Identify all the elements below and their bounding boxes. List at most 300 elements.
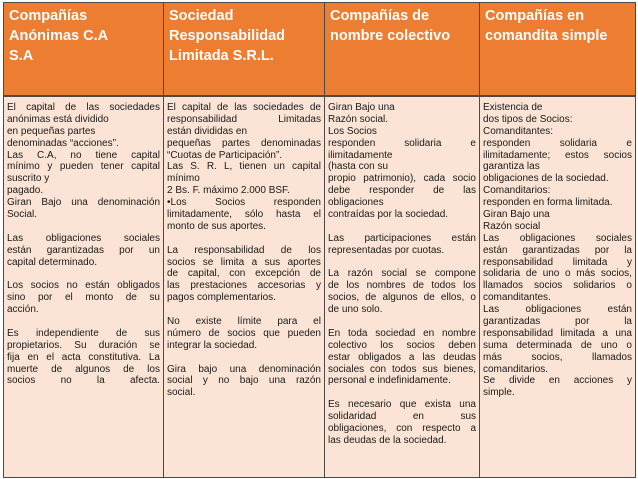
text-line: [483, 268, 632, 280]
word: las: [422, 351, 436, 363]
text-line: [328, 292, 476, 304]
word: el: [46, 351, 55, 363]
text-line: 2 Bs. F. máximo 2.000 BSF.: [167, 185, 290, 197]
paragraph-gap: [328, 257, 476, 269]
word: de: [65, 102, 77, 113]
word: •Los: [167, 197, 187, 209]
word: de: [328, 280, 340, 292]
word: existe: [195, 316, 222, 328]
text-line: [167, 280, 321, 292]
word: capital,: [187, 268, 220, 280]
paragraph-gap: [167, 304, 321, 316]
word: responden: [273, 197, 321, 209]
word: las: [167, 280, 180, 292]
word: socios: [227, 327, 256, 339]
word: deben: [448, 339, 476, 351]
word: todos: [391, 363, 417, 375]
word: socios,: [328, 292, 360, 304]
text-line: [328, 328, 476, 340]
word: C.A,: [37, 149, 57, 161]
text-line: mínimo: [167, 173, 200, 185]
word: de: [280, 244, 292, 256]
word: con: [396, 423, 413, 435]
text-line: [328, 233, 476, 245]
word: limitada: [572, 256, 608, 268]
word: Es: [7, 327, 19, 339]
word: Socios: [215, 197, 246, 209]
word: independiente: [35, 327, 99, 339]
word: obligados: [117, 280, 160, 292]
word: todos: [431, 280, 456, 292]
word: en: [548, 375, 560, 387]
paragraph-gap: [7, 268, 160, 280]
word: sus: [144, 327, 160, 339]
text-line: [7, 102, 160, 114]
word: las: [234, 102, 248, 113]
word: con: [229, 268, 246, 280]
text-line: responden en forma limitada.: [483, 197, 613, 209]
word: aportes: [287, 256, 321, 268]
word: limita: [220, 256, 245, 268]
word: La: [328, 268, 340, 280]
word: ilimitadamente;: [483, 149, 551, 161]
word: garantizadas: [46, 244, 104, 256]
text-line: Comanditantes:: [483, 125, 554, 137]
word: sus: [422, 363, 438, 375]
word: o: [565, 268, 571, 280]
word: La: [167, 244, 179, 256]
word: sociales: [328, 363, 365, 375]
word: bajo: [198, 363, 218, 375]
text-line: dos tipos de Socios:: [483, 113, 573, 125]
text-line: [328, 364, 476, 376]
word: responsabilidad: [483, 256, 554, 268]
word: estar: [328, 351, 351, 363]
word: están: [483, 244, 508, 256]
text-line: [328, 423, 476, 435]
text-line: monto de sus aportes.: [167, 220, 266, 232]
word: acciones: [573, 375, 614, 387]
text-line: comanditarios.: [483, 363, 549, 375]
word: social: [381, 268, 407, 280]
text-line: denominadas “acciones”.: [7, 137, 119, 149]
text-line: [167, 102, 321, 114]
word: límite: [237, 316, 262, 328]
word: se: [415, 268, 427, 280]
text-line: representadas por cuotas.: [328, 244, 445, 256]
word: mínimo: [7, 161, 40, 173]
word: en: [412, 411, 424, 423]
text-line: acción.: [7, 304, 39, 316]
text-line: anónimas está dividido: [7, 113, 109, 125]
word: de: [412, 280, 424, 292]
word: Es: [328, 399, 340, 411]
word: sino: [7, 292, 26, 304]
word: sociedad: [375, 327, 416, 339]
word: No: [167, 316, 180, 328]
word: socios: [30, 280, 59, 292]
header-title-line: Anónimas C.A: [9, 28, 109, 44]
text-line: [328, 185, 476, 197]
word: socio: [452, 173, 476, 185]
text-line: [7, 375, 160, 387]
word: partes: [222, 137, 250, 149]
word: e: [626, 137, 632, 149]
word: el: [313, 316, 321, 328]
word: cada: [423, 173, 446, 185]
word: La: [148, 351, 160, 363]
paragraph-gap: [7, 316, 160, 328]
word: Limitadas: [278, 113, 321, 125]
word: más: [576, 268, 596, 280]
word: de: [309, 268, 321, 280]
text-line: Social.: [7, 209, 38, 221]
text-line: [483, 245, 632, 257]
word: accesorias: [257, 280, 306, 292]
text-line: obligaciones: [328, 197, 384, 209]
word: uno: [600, 339, 618, 351]
word: limitadamente,: [167, 209, 233, 221]
word: socios: [406, 339, 435, 351]
body-cell-sa: [4, 96, 164, 478]
header-cell-srl: [164, 3, 325, 97]
word: nombre: [442, 327, 476, 339]
text-line: [328, 340, 476, 352]
word: de: [433, 185, 445, 197]
word: de: [51, 363, 63, 375]
word: monto: [85, 292, 114, 304]
word: prestaciones: [190, 280, 248, 292]
text-line: simple.: [483, 387, 515, 399]
word: compone: [434, 268, 476, 280]
paragraph-gap: [167, 233, 321, 245]
text-line: [483, 304, 632, 316]
header-title-line: Limitada S.R.L.: [169, 48, 274, 64]
word: exista: [424, 399, 451, 411]
comparison-table: [3, 2, 636, 478]
word: nombres: [366, 280, 406, 292]
text-line: [7, 340, 160, 352]
word: están: [607, 304, 632, 316]
text-line: [483, 316, 632, 328]
text-line: [167, 328, 321, 340]
word: L,: [223, 161, 233, 173]
word: no: [70, 149, 82, 161]
word: muerte: [7, 363, 39, 375]
text-line: [167, 364, 321, 376]
text-line: [328, 411, 476, 423]
word: por: [37, 292, 53, 304]
word: tiene: [95, 149, 118, 161]
word: la: [624, 316, 632, 328]
word: solidaria: [483, 268, 521, 280]
word: tienen: [239, 161, 267, 173]
word: de: [365, 292, 377, 304]
word: razón: [295, 375, 321, 387]
word: o: [470, 292, 476, 304]
text-line: [167, 257, 321, 269]
word: los: [380, 339, 394, 351]
word: solidaria: [404, 137, 442, 149]
body-cell-comandita: [480, 96, 636, 478]
word: afecta.: [129, 375, 160, 387]
word: S.: [190, 161, 200, 173]
paragraph-gap: [328, 316, 476, 328]
word: Se: [483, 375, 496, 387]
text-line: [328, 268, 476, 280]
word: pueden: [287, 327, 321, 339]
word: sociedades: [109, 102, 160, 113]
word: de: [217, 102, 229, 113]
header-title-line: S.A: [9, 48, 34, 64]
text-line: [167, 138, 321, 150]
word: suma: [483, 339, 508, 351]
text-line: pagos complementarios.: [167, 292, 276, 304]
body-cell-colectivo: [325, 96, 480, 478]
word: duración: [98, 339, 138, 351]
word: capital: [182, 102, 211, 113]
text-line: [7, 364, 160, 376]
text-line: Comanditarios:: [483, 185, 551, 197]
word: los: [346, 280, 360, 292]
word: obligados: [358, 351, 401, 363]
word: o: [626, 339, 632, 351]
text-line: Razón social.: [328, 113, 389, 125]
text-line: pagado.: [7, 185, 44, 197]
text-line: las deudas de la sociedad.: [328, 434, 447, 446]
word: en: [27, 351, 39, 363]
word: En: [328, 327, 341, 339]
text-line: [483, 233, 632, 245]
word: propietarios.: [7, 339, 63, 351]
text-line: [483, 138, 632, 150]
word: bajo: [239, 375, 259, 387]
text-line: Razón social: [483, 220, 541, 232]
word: denominadas: [260, 137, 321, 149]
word: respecto: [422, 423, 461, 435]
word: de: [208, 327, 220, 339]
word: responsabilidad: [167, 113, 238, 125]
word: Las: [328, 232, 345, 244]
text-line: [167, 268, 321, 280]
word: El: [7, 102, 16, 113]
text-line: contraídas por la sociedad.: [328, 209, 449, 221]
word: la: [624, 244, 632, 256]
word: social: [167, 375, 193, 387]
word: su: [149, 292, 160, 304]
word: Las: [167, 161, 184, 173]
word: necesario: [348, 399, 392, 411]
word: obligaciones: [45, 232, 102, 244]
word: Giran: [7, 197, 32, 209]
text-line: [7, 161, 160, 173]
text-line: Existencia de: [483, 102, 543, 113]
word: no: [218, 375, 230, 387]
word: responden: [328, 137, 376, 149]
text-line: [328, 173, 476, 185]
text-line: [7, 233, 160, 245]
text-line: [167, 161, 321, 173]
word: Los: [7, 280, 24, 292]
word: en: [423, 327, 435, 339]
word: Las: [7, 232, 24, 244]
text-line: [483, 280, 632, 292]
text-line: Giran Bajo una: [328, 102, 395, 113]
text-line: de uno solo.: [328, 304, 383, 316]
word: propio: [328, 173, 356, 185]
body-row: [4, 96, 636, 478]
text-line: suscrito y: [7, 173, 50, 185]
text-line: [167, 197, 321, 209]
word: Su: [74, 339, 87, 351]
word: e: [470, 137, 476, 149]
text-line: [483, 352, 632, 364]
word: algunos: [75, 363, 111, 375]
header-title-line: Compañías de: [330, 8, 430, 24]
word: una: [459, 399, 476, 411]
word: tener: [100, 161, 124, 173]
word: no: [60, 375, 72, 387]
word: la: [96, 375, 105, 387]
word: sociales: [123, 232, 160, 244]
text-line: personal e indefinidamente.: [328, 375, 451, 387]
word: colectivo: [328, 339, 367, 351]
text-line: Giran Bajo una: [483, 209, 550, 221]
word: están: [451, 232, 476, 244]
word: llamados: [483, 280, 524, 292]
word: constitutiva.: [88, 351, 142, 363]
header-cell-comandita: [480, 3, 636, 97]
word: garantizadas: [483, 316, 541, 328]
word: fija: [7, 351, 20, 363]
word: deudas: [443, 351, 476, 363]
word: a: [470, 423, 476, 435]
word: Las: [483, 232, 500, 244]
word: y: [626, 375, 632, 387]
word: denominación: [97, 197, 160, 209]
text-line: [7, 245, 160, 257]
word: participaciones: [364, 232, 432, 244]
word: una: [229, 363, 247, 375]
word: de: [309, 102, 321, 113]
paragraph-gap: [328, 387, 476, 399]
word: o: [626, 280, 632, 292]
word: socios: [533, 280, 563, 292]
header-title-line: Sociedad: [169, 8, 234, 24]
word: determinada: [516, 339, 572, 351]
paragraph-gap: [167, 352, 321, 364]
word: socios,: [600, 268, 632, 280]
word: se: [202, 256, 214, 268]
word: capital: [131, 161, 160, 173]
word: socios: [167, 256, 196, 268]
text-line: [7, 328, 160, 340]
text-line: [167, 316, 321, 328]
word: El: [167, 102, 176, 113]
word: por: [575, 316, 590, 328]
text-line: [328, 399, 476, 411]
word: por: [594, 244, 610, 256]
word: algunos: [382, 292, 418, 304]
word: pequeñas: [167, 137, 211, 149]
text-line: comanditantes.: [483, 292, 551, 304]
word: acta: [61, 351, 81, 363]
word: patrimonio),: [363, 173, 417, 185]
text-line: están divididas en: [167, 125, 248, 137]
word: toda: [348, 327, 368, 339]
word: responder: [369, 185, 415, 197]
word: sociedades: [253, 102, 304, 113]
text-line: [7, 352, 160, 364]
word: responsabilidad: [194, 244, 265, 256]
word: pueden: [59, 161, 94, 173]
body-cell-srl: [164, 96, 325, 478]
word: Las: [7, 149, 24, 161]
word: los: [463, 280, 476, 292]
text-line: [7, 280, 160, 292]
word: número: [167, 327, 201, 339]
text-line: ilimitadamente: [328, 149, 393, 161]
word: ellos,: [440, 292, 465, 304]
word: debe: [328, 185, 351, 197]
word: socios: [603, 149, 632, 161]
header-cell-sa: [4, 3, 164, 97]
header-title-line: comandita simple: [485, 28, 608, 44]
word: los: [147, 363, 160, 375]
word: con: [370, 363, 387, 375]
word: solidaria: [559, 137, 597, 149]
word: Bajo: [41, 197, 62, 209]
word: solidaridad: [328, 411, 377, 423]
text-line: [483, 328, 632, 340]
text-line: integrar la sociedad.: [167, 339, 258, 351]
text-line: [328, 352, 476, 364]
text-line: [328, 138, 476, 150]
word: limitada: [560, 327, 595, 339]
word: de: [125, 292, 137, 304]
text-line: [483, 150, 632, 162]
word: una: [268, 375, 286, 387]
word: excepción: [255, 268, 301, 280]
header-row: [4, 3, 636, 97]
word: los: [308, 244, 321, 256]
word: a: [408, 351, 415, 363]
text-line: (hasta con su: [328, 161, 389, 173]
word: por: [119, 244, 134, 256]
header-title-line: Compañías en: [485, 8, 585, 24]
text-line: [328, 280, 476, 292]
word: capital: [26, 102, 55, 113]
paragraph-gap: [328, 221, 476, 233]
word: capital: [292, 161, 321, 173]
word: sociales: [595, 232, 632, 244]
word: sólo: [244, 209, 264, 221]
text-line: “Cuotas de Participación”.: [167, 149, 283, 161]
word: Las: [483, 304, 500, 316]
word: están: [7, 244, 32, 256]
word: denominación: [258, 363, 321, 375]
word: solidarios: [573, 280, 616, 292]
word: que: [399, 399, 417, 411]
text-line: [167, 114, 321, 126]
word: para: [277, 316, 298, 328]
word: se: [149, 339, 160, 351]
text-line: [483, 375, 632, 387]
word: el: [313, 209, 321, 221]
word: responden: [483, 137, 531, 149]
word: garantizadas: [522, 244, 580, 256]
word: de: [525, 268, 538, 280]
